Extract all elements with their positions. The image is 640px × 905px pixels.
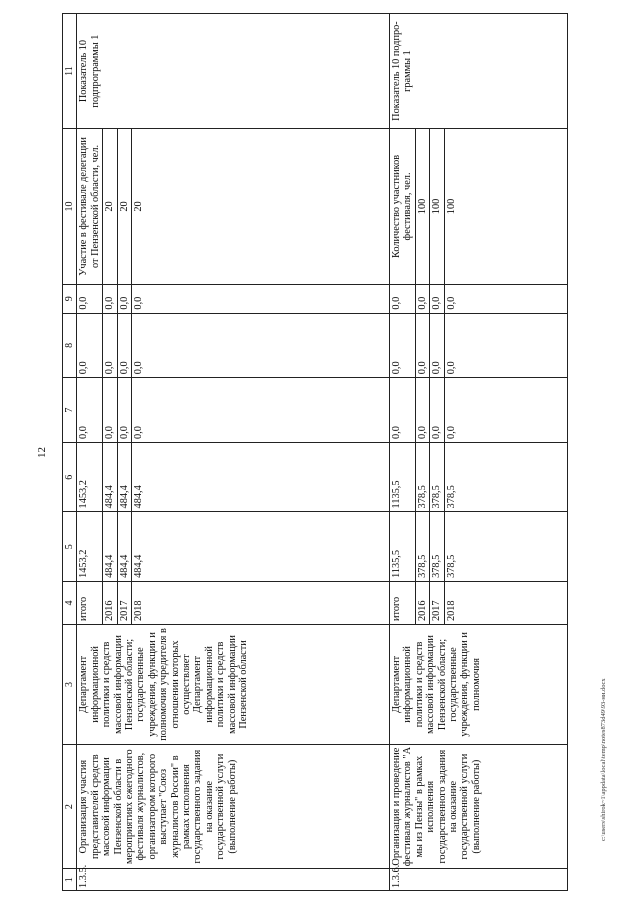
header-cell: 9 [63,284,77,313]
header-cell: 1 [63,869,77,891]
value-cell: 1135,5 [390,442,416,511]
header-cell: 10 [63,129,77,285]
value-cell: 484,4 [132,512,390,581]
value-cell: 0,0 [103,313,117,378]
indicator-value: 100 [415,129,429,285]
value-cell: 0,0 [415,284,429,313]
year-cell: 2018 [444,581,567,624]
value-cell: 0,0 [132,313,390,378]
value-cell: 0,0 [77,284,103,313]
value-cell: 0,0 [132,284,390,313]
reference-cell: Показатель 10 подпрограммы 1 [77,14,390,129]
indicator-value: 20 [117,129,131,285]
value-cell: 484,4 [103,512,117,581]
row-code: 1.3.5. [77,869,390,891]
year-cell: 2018 [132,581,390,624]
header-cell: 3 [63,625,77,745]
indicator-value: 100 [444,129,567,285]
indicator-value: 100 [430,129,444,285]
row-code: 1.3.6. [390,869,568,891]
value-cell: 378,5 [444,442,567,511]
header-cell: 7 [63,378,77,443]
value-cell: 0,0 [415,378,429,443]
value-cell: 0,0 [77,313,103,378]
table-row [77,14,103,891]
indicator-value: 20 [132,129,390,285]
file-path-footer: c:\users\shirok~1\appdata\local\temp\notes873d49\93-ни.docx [600,678,607,841]
value-cell: 0,0 [430,378,444,443]
year-cell: 2017 [430,581,444,624]
value-cell: 378,5 [430,512,444,581]
value-cell: 0,0 [444,313,567,378]
header-row [63,14,77,891]
value-cell: 0,0 [444,378,567,443]
header-cell: 5 [63,512,77,581]
header-cell: 8 [63,313,77,378]
value-cell: 0,0 [117,313,131,378]
page-number: 12 [36,447,48,458]
value-cell: 484,4 [117,442,131,511]
value-cell: 0,0 [430,313,444,378]
indicator-cell: Участие в фестивале делегации от Пензенской области, чел. [77,129,103,285]
value-cell: 0,0 [117,378,131,443]
indicator-value: 20 [103,129,117,285]
value-cell: 378,5 [430,442,444,511]
value-cell: 1453,2 [77,442,103,511]
total-label: итого [77,581,103,624]
value-cell: 0,0 [415,313,429,378]
executor-cell: Департамент информационной политики и средств массовой информации Пензенской области; государственные учреждения, функции и полномочия [390,625,568,745]
value-cell: 484,4 [132,442,390,511]
value-cell: 0,0 [390,378,416,443]
value-cell: 0,0 [117,284,131,313]
value-cell: 0,0 [103,284,117,313]
year-cell: 2016 [103,581,117,624]
value-cell: 0,0 [390,313,416,378]
value-cell: 1453,2 [77,512,103,581]
header-cell: 4 [63,581,77,624]
table-row [390,14,416,891]
value-cell: 0,0 [77,378,103,443]
indicator-cell: Количество участников фестиваля, чел. [390,129,416,285]
value-cell: 378,5 [415,442,429,511]
activity-cell: Организация и проведение фестиваля журналистов "А мы из Пензы" в рамках исполнения государственного задания на оказание государственной услуги (выполнение работы) [390,744,568,869]
value-cell: 378,5 [415,512,429,581]
header-cell: 2 [63,744,77,869]
header-cell: 11 [63,14,77,129]
value-cell: 484,4 [117,512,131,581]
year-cell: 2016 [415,581,429,624]
value-cell: 0,0 [132,378,390,443]
year-cell: 2017 [117,581,131,624]
header-cell: 6 [63,442,77,511]
value-cell: 0,0 [390,284,416,313]
reference-cell: Показатель 10 подпро-граммы 1 [390,14,568,129]
value-cell: 0,0 [103,378,117,443]
value-cell: 0,0 [444,284,567,313]
value-cell: 0,0 [430,284,444,313]
total-label: итого [390,581,416,624]
value-cell: 484,4 [103,442,117,511]
program-table [62,13,568,891]
executor-cell: Департамент информационной политики и средств массовой информации Пензенской области; государственные учреждения, функции и полномочия учредителя в отношении которых осуществляет Департамент информационной политики и средств массовой информации Пензенской области [77,625,390,745]
value-cell: 378,5 [444,512,567,581]
activity-cell: Организация участия представителей средств массовой информации Пензенской области в мероприятиях ежегодного фестиваля журналистов, организатором которого выступает "Союз журналистов России" в рамках исполнения государственного задания на оказание государственной услуги (выполнение работы) [77,744,390,869]
value-cell: 1135,5 [390,512,416,581]
